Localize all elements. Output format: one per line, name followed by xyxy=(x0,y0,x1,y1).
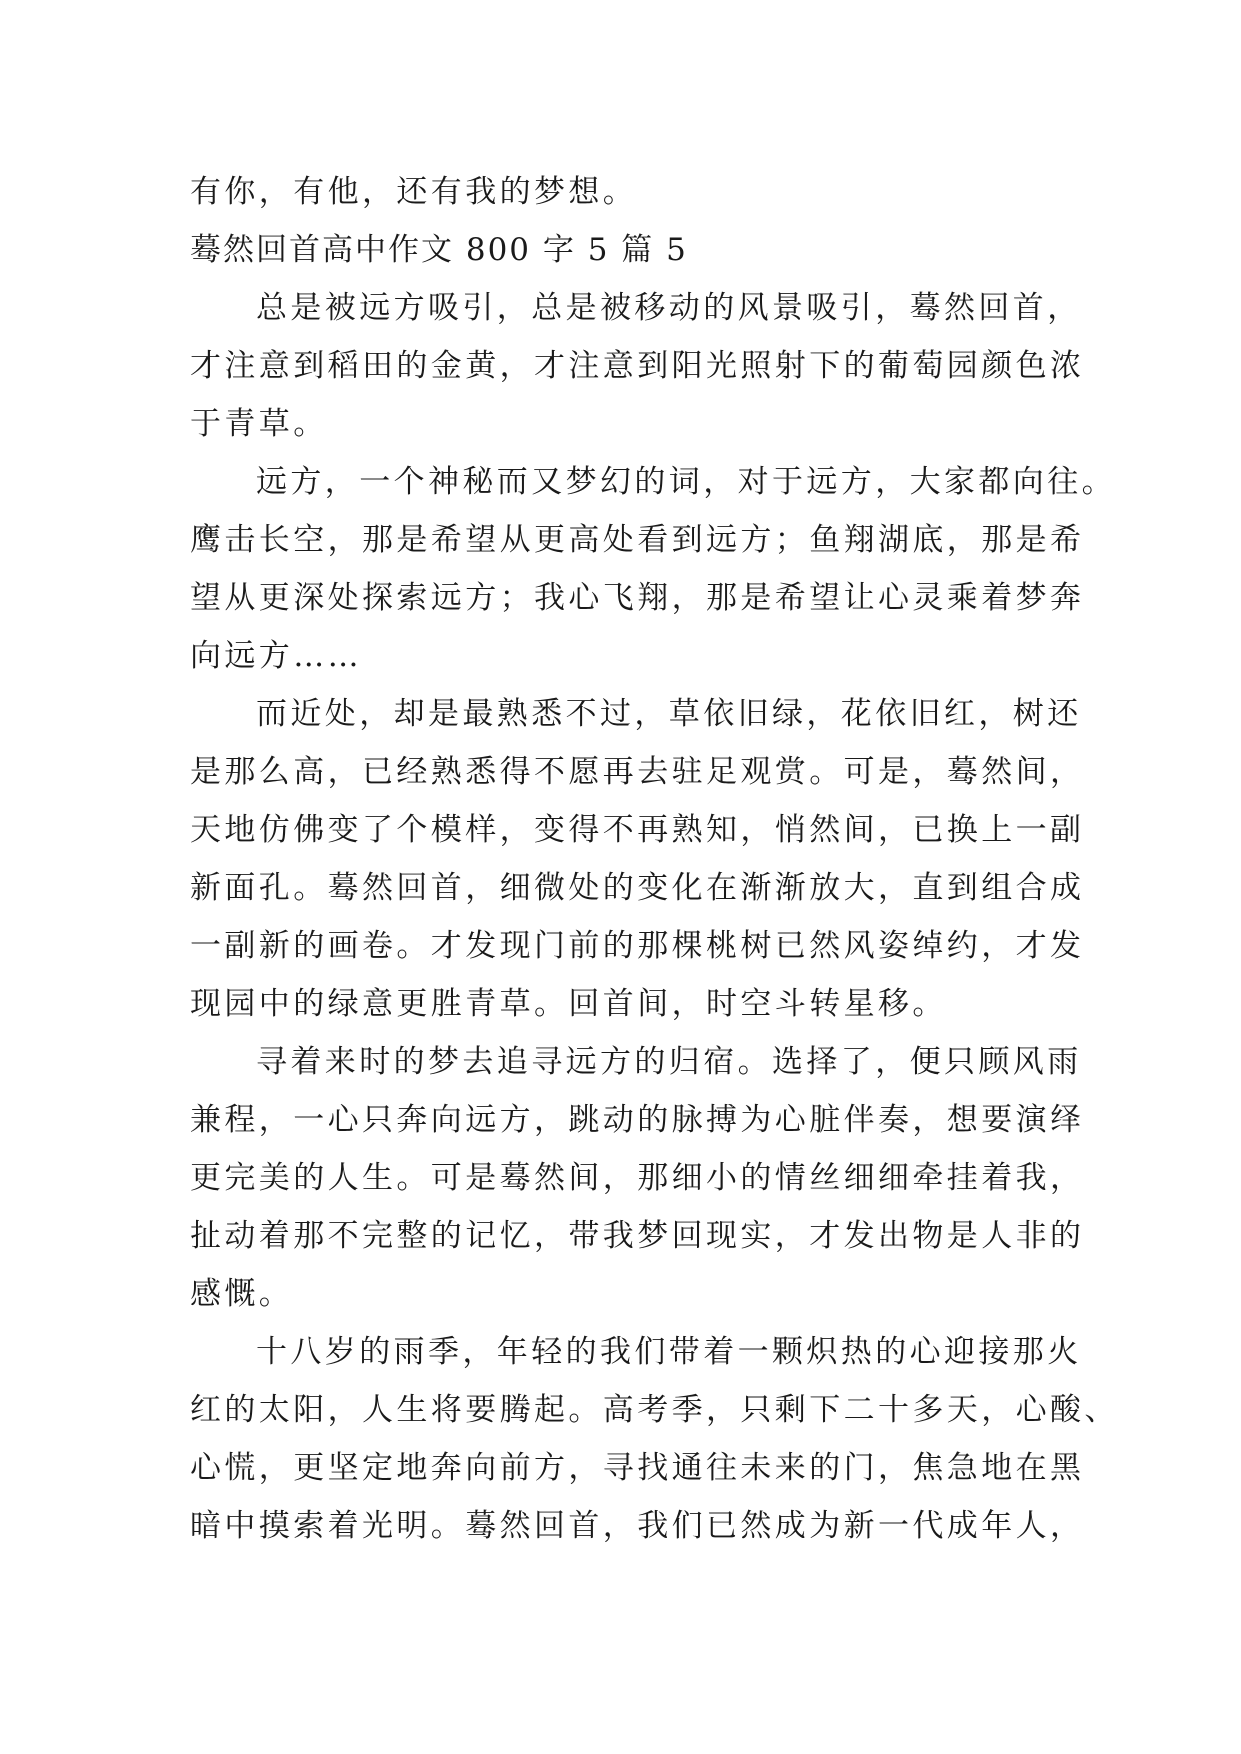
text-line: 心慌，更坚定地奔向前方，寻找通往未来的门，焦急地在黑 xyxy=(190,1450,1085,1486)
text-line: 天地仿佛变了个模样，变得不再熟知，悄然间，已换上一副 xyxy=(190,812,1085,848)
text-line: 鹰击长空，那是希望从更高处看到远方；鱼翔湖底，那是希 xyxy=(190,522,1085,558)
essay-text-block xyxy=(190,163,1119,1555)
paragraph-first-line: 总是被远方吸引，总是被移动的风景吸引，蓦然回首， xyxy=(256,290,1082,326)
paragraph-first-line: 而近处，却是最熟悉不过，草依旧绿，花依旧红，树还 xyxy=(256,696,1082,732)
text-line: 一副新的画卷。才发现门前的那棵桃树已然风姿绰约，才发 xyxy=(190,928,1085,964)
text-line: 更完美的人生。可是蓦然间，那细小的情丝细细牵挂着我， xyxy=(190,1160,1085,1196)
text-line: 现园中的绿意更胜青草。回首间，时空斗转星移。 xyxy=(190,986,947,1022)
text-line: 有你，有他，还有我的梦想。 xyxy=(190,174,638,210)
essay-title: 蓦然回首高中作文 800 字 5 篇 5 xyxy=(190,232,688,268)
text-line: 于青草。 xyxy=(190,406,328,442)
text-line: 兼程，一心只奔向远方，跳动的脉搏为心脏伴奏，想要演绎 xyxy=(190,1102,1085,1138)
text-line: 暗中摸索着光明。蓦然回首，我们已然成为新一代成年人， xyxy=(190,1508,1085,1544)
text-line: 新面孔。蓦然回首，细微处的变化在渐渐放大，直到组合成 xyxy=(190,870,1085,906)
text-line: 红的太阳，人生将要腾起。高考季，只剩下二十多天，心酸、 xyxy=(190,1392,1119,1428)
paragraph-first-line: 寻着来时的梦去追寻远方的归宿。选择了，便只顾风雨 xyxy=(256,1044,1082,1080)
paragraph-first-line: 远方，一个神秘而又梦幻的词，对于远方，大家都向往。 xyxy=(256,464,1116,500)
paragraph-first-line: 十八岁的雨季，年轻的我们带着一颗炽热的心迎接那火 xyxy=(256,1334,1082,1370)
text-line: 感慨。 xyxy=(190,1276,294,1312)
text-line: 望从更深处探索远方；我心飞翔，那是希望让心灵乘着梦奔 xyxy=(190,580,1085,616)
text-line: 才注意到稻田的金黄，才注意到阳光照射下的葡萄园颜色浓 xyxy=(190,348,1085,384)
text-line: 向远方…… xyxy=(190,638,362,674)
text-line: 是那么高，已经熟悉得不愿再去驻足观赏。可是，蓦然间， xyxy=(190,754,1085,790)
text-line: 扯动着那不完整的记忆，带我梦回现实，才发出物是人非的 xyxy=(190,1218,1085,1254)
